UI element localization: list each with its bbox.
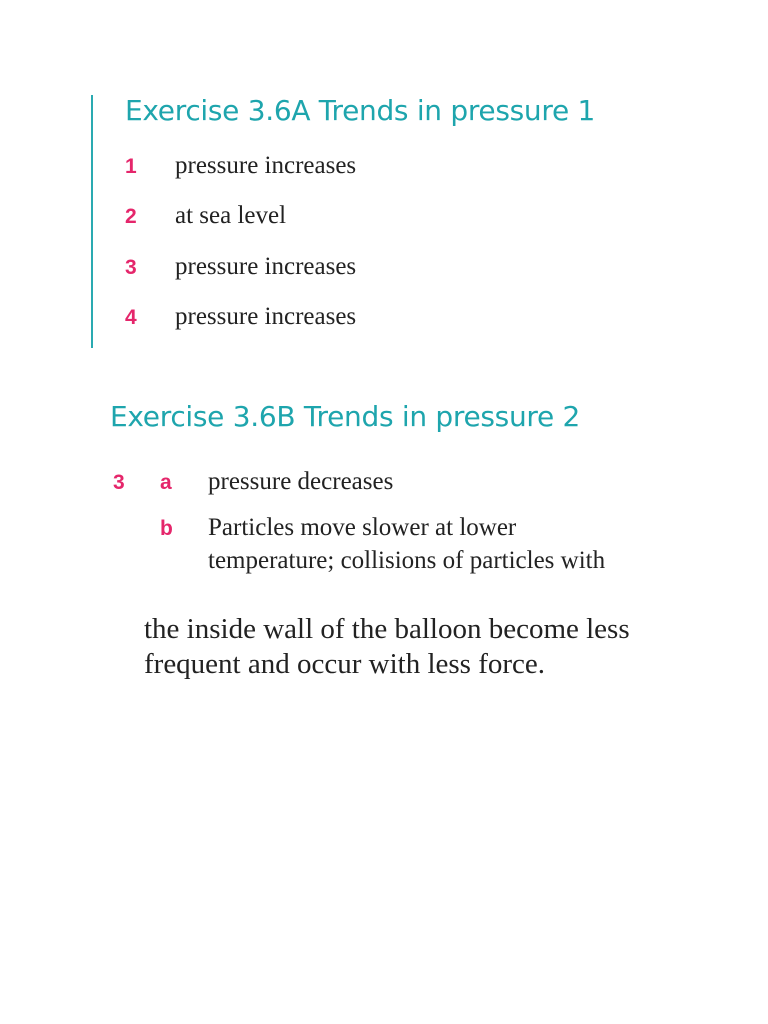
item-4-text: pressure increases <box>175 303 357 330</box>
item-1-number: 1 <box>125 155 137 178</box>
item-1-text: pressure increases <box>175 152 357 179</box>
item-3-text: pressure increases <box>175 253 357 280</box>
item-4-number: 4 <box>125 306 137 329</box>
continuation-line-2: frequent and occur with less force. <box>144 648 546 680</box>
part-b-text-line-2: temperature; collisions of particles with <box>208 547 606 574</box>
item-3-number: 3 <box>125 256 137 279</box>
part-a-text: pressure decreases <box>208 468 394 495</box>
item-2-number: 2 <box>125 205 137 228</box>
section-a-margin-rule <box>91 95 93 348</box>
part-b-text-line-1: Particles move slower at lower <box>208 514 517 541</box>
part-a-letter: a <box>160 471 172 494</box>
section-a-heading: Exercise 3.6A Trends in pressure 1 <box>125 94 595 127</box>
section-b-heading: Exercise 3.6B Trends in pressure 2 <box>110 400 581 433</box>
question-3-number: 3 <box>113 471 125 494</box>
item-2-text: at sea level <box>175 202 287 229</box>
continuation-line-1: the inside wall of the balloon become less <box>144 613 630 645</box>
part-b-letter: b <box>160 517 173 540</box>
